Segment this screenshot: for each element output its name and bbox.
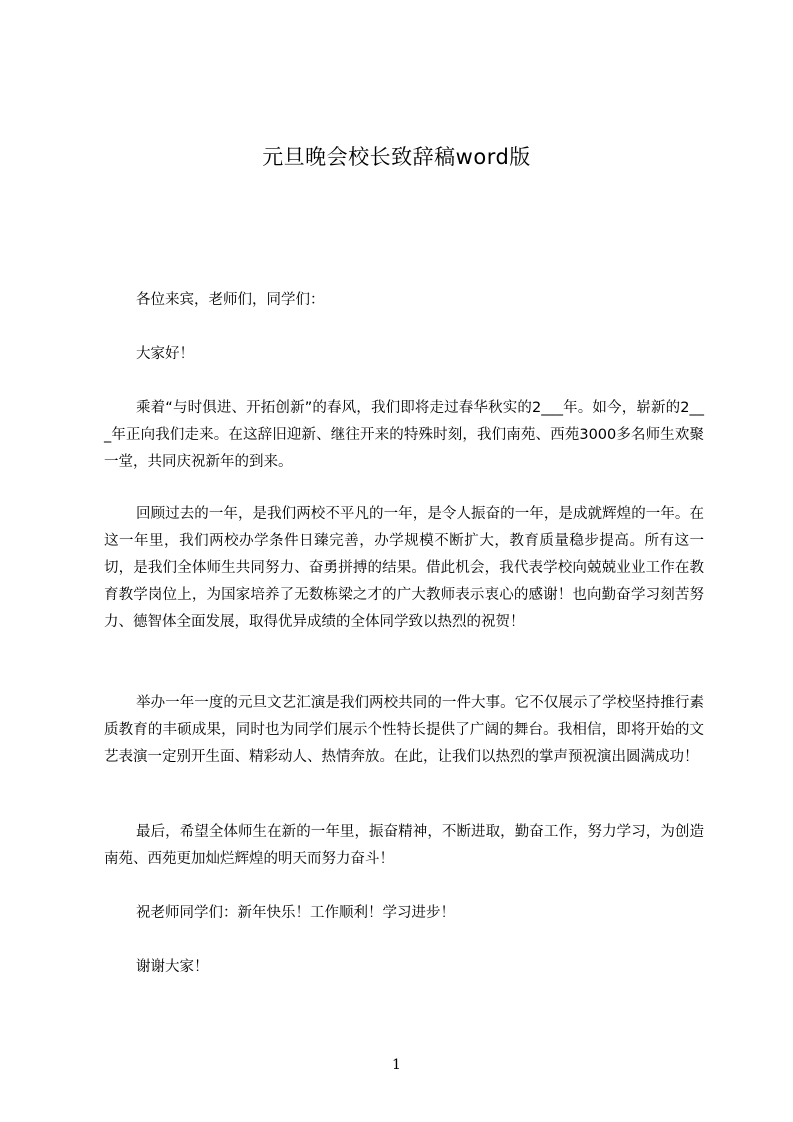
wishes-paragraph: 祝老师同学们：新年快乐！工作顺利！学习进步！ [136, 905, 455, 921]
body-paragraph-new-year: 乘着“与时俱进、开拓创新”的春风，我们即将走过春华秋实的2___年。如今，崭新的2___年正向我们走来。在这辞旧迎新、继往开来的特殊时刻，我们南苑、西苑3000多名师生欢聚一堂，共同庆祝新年的到来。 [104, 400, 704, 470]
document-title: 元旦晚会校长致辞稿word版 [262, 145, 531, 169]
body-paragraph-review: 回顾过去的一年，是我们两校不平凡的一年，是令人振奋的一年，是成就辉煌的一年。在这一年里，我们两校办学条件日臻完善，办学规模不断扩大，教育质量稳步提高。所有这一切，是我们全体师生共同努力、奋勇拼搏的结果。借此机会，我代表学校向兢兢业业工作在教育教学岗位上，为国家培养了无数栋梁之才的广大教师表示衷心的感谢！也向勤奋学习刻苦努力、德智体全面发展，取得优异成绩的全体同学致以热烈的祝贺！ [104, 506, 704, 630]
body-paragraph-performance: 举办一年一度的元旦文艺汇演是我们两校共同的一件大事。它不仅展示了学校坚持推行素质教育的丰硕成果，同时也为同学们展示个性特长提供了广阔的舞台。我相信，即将开始的文艺表演一定别开生面、精彩动人、热情奔放。在此，让我们以热烈的掌声预祝演出圆满成功！ [104, 695, 704, 765]
thanks-paragraph: 谢谢大家！ [136, 959, 209, 975]
body-paragraph-closing: 最后，希望全体师生在新的一年里，振奋精神，不断进取，勤奋工作，努力学习，为创造南苑、西苑更加灿烂辉煌的明天而努力奋斗！ [104, 824, 704, 867]
hello-paragraph: 大家好！ [136, 346, 194, 362]
greeting-paragraph: 各位来宾，老师们，同学们： [136, 292, 325, 308]
page-number: 1 [392, 1057, 401, 1073]
